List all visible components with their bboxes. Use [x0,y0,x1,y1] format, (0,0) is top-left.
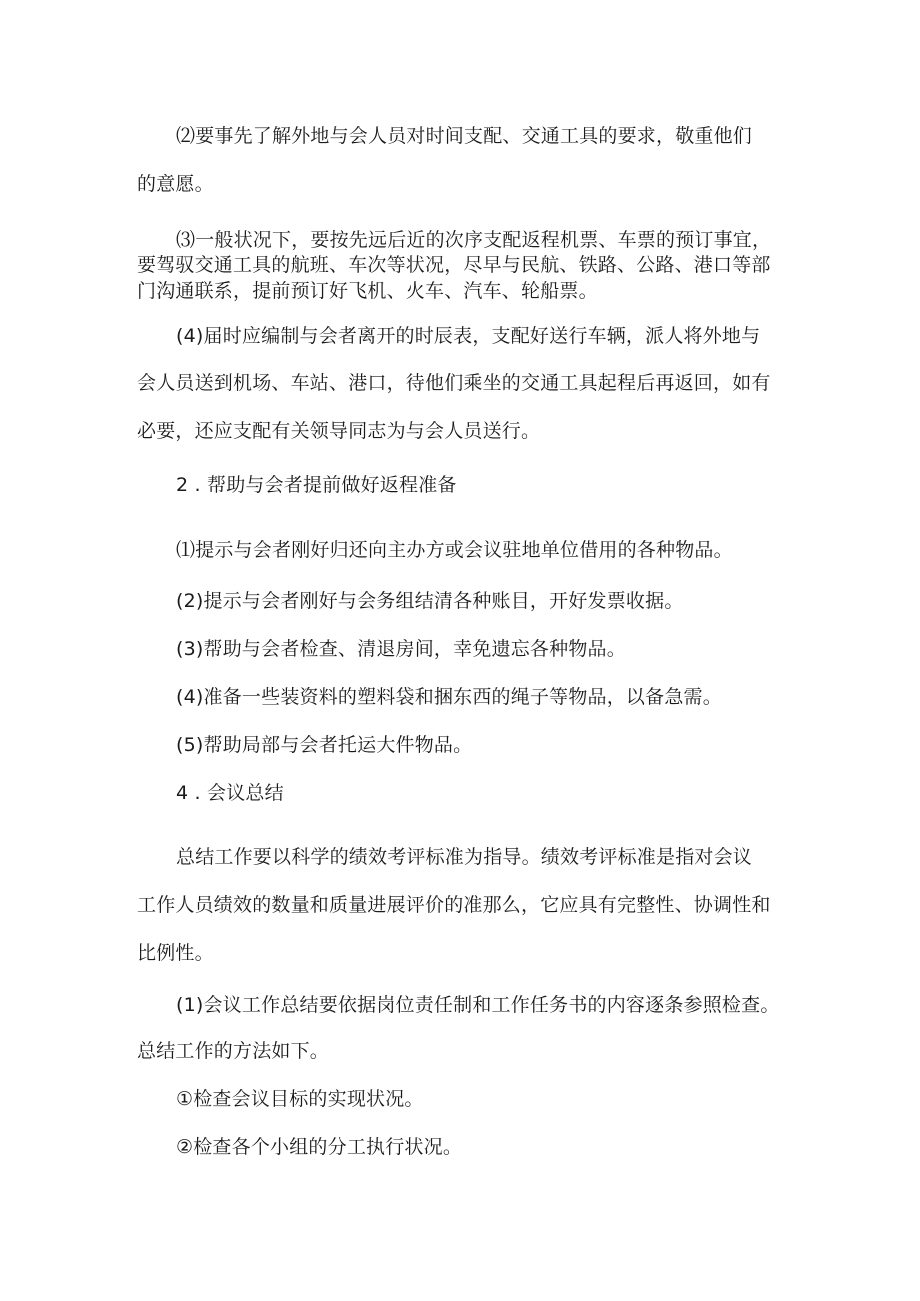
text-line-12: (3)帮助与会者检查、清退房间，幸免遗忘各种物品。 [176,638,626,660]
text-line-7: 会人员送到机场、车站、港口，待他们乘坐的交通工具起程后再返回，如有 [137,372,771,394]
text-line-1: ⑵要事先了解外地与会人员对时间支配、交通工具的要求，敬重他们 [176,125,753,147]
text-line-10: ⑴提示与会者刚好归还向主办方或会议驻地单位借用的各种物品。 [176,539,733,561]
text-line-20: 总结工作的方法如下。 [137,1040,330,1062]
text-line-6: (4)届时应编制与会者离开的时辰表，支配好送行车辆，派人将外地与 [176,325,761,347]
text-line-3: ⑶一般状况下，要按先远后近的次序支配返程机票、车票的预订事宜， [176,229,772,251]
text-line-19: (1)会议工作总结要依据岗位责任制和工作任务书的内容逐条参照检查。 [176,994,780,1016]
text-line-4: 要驾驭交通工具的航班、车次等状况，尽早与民航、铁路、公路、港口等部 [137,254,771,276]
section-heading-4: 4 . 会议总结 [176,782,284,804]
text-line-13: (4)准备一些装资料的塑料袋和捆东西的绳子等物品，以备急需。 [176,686,722,708]
text-line-8: 必要，还应支配有关领导同志为与会人员送行。 [137,420,541,442]
text-line-14: (5)帮助局部与会者托运大件物品。 [176,734,473,756]
text-line-22: ②检查各个小组的分工执行状况。 [176,1136,463,1158]
text-line-5: 门沟通联系，提前预订好飞机、火车、汽车、轮船票。 [137,280,598,302]
text-line-17: 工作人员绩效的数量和质量进展评价的准那么，它应具有完整性、协调性和 [137,894,771,916]
text-line-18: 比例性。 [137,942,214,964]
text-line-2: 的意愿。 [137,173,214,195]
text-line-21: ①检查会议目标的实现状况。 [176,1088,424,1110]
section-heading-2: 2 . 帮助与会者提前做好返程准备 [176,474,457,496]
text-line-11: (2)提示与会者刚好与会务组结清各种账目，开好发票收据。 [176,590,684,612]
text-line-16: 总结工作要以科学的绩效考评标准为指导。绩效考评标准是指对会议 [176,846,753,868]
